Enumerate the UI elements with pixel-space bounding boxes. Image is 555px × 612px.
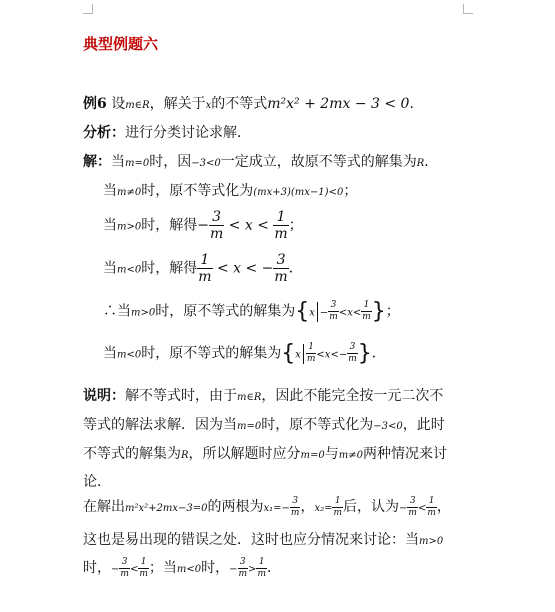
note-text: 等式的解法求解．因为当 xyxy=(83,417,237,433)
fraction-numerator: 3 xyxy=(349,342,356,352)
math-expression: (mx+3)(mx−1)<0 xyxy=(253,187,344,198)
note-text: 两种情况来讨 xyxy=(363,446,447,462)
example-text: ． xyxy=(409,96,424,112)
fraction xyxy=(306,343,317,364)
solution-case-positive xyxy=(103,210,303,241)
example-text: 设 xyxy=(106,96,126,112)
fraction-denominator: m xyxy=(257,568,266,579)
analysis-paragraph xyxy=(83,122,251,142)
para-text: 在解出 xyxy=(83,499,125,515)
note-text: 解不等式时，由于 xyxy=(125,388,237,404)
fraction-denominator: m xyxy=(290,507,300,518)
fraction xyxy=(273,210,288,241)
solution-text: ； xyxy=(288,217,303,234)
fraction-denominator: m xyxy=(139,568,148,579)
math-expression: −3<0 xyxy=(191,158,221,169)
analysis-text: 进行分类讨论求解． xyxy=(125,125,251,141)
math-condition: m>0 xyxy=(117,221,142,233)
math-condition: m∈R xyxy=(237,392,262,403)
solution-text: 当 xyxy=(111,154,125,170)
math-sign: − xyxy=(319,307,329,319)
fraction-denominator: m xyxy=(198,269,212,285)
note-line-1 xyxy=(83,385,443,405)
para-text: ， xyxy=(436,499,451,515)
solution-case-zero xyxy=(83,151,438,171)
fraction-numerator: 1 xyxy=(363,300,370,310)
math-sign: < xyxy=(417,503,427,514)
set-brace-right: } xyxy=(357,341,372,366)
solution-text: 当 xyxy=(103,345,117,362)
set-variable: x xyxy=(309,307,315,319)
solution-text: ． xyxy=(288,260,303,277)
note-line-2 xyxy=(83,414,445,434)
note-text: 时，原不等式化为 xyxy=(261,417,374,433)
example-condition: m∈R xyxy=(125,100,150,111)
math-sign: < xyxy=(129,564,139,575)
solution-text: 时，因 xyxy=(149,154,192,170)
example-text: ，解关于 xyxy=(149,96,206,112)
para-line-1 xyxy=(83,496,451,518)
para-text: ， xyxy=(300,499,315,515)
para-text: 后，认为 xyxy=(343,499,400,515)
fraction-numerator: 1 xyxy=(276,209,286,225)
math-condition: m=0 xyxy=(237,421,262,432)
fraction-denominator: m xyxy=(408,507,417,518)
math-condition: m≠0 xyxy=(338,450,363,461)
fraction-denominator: m xyxy=(427,507,436,518)
fraction-denominator: m xyxy=(348,354,357,364)
solution-set-positive xyxy=(103,299,400,324)
solution-text: 当 xyxy=(103,260,117,277)
math-condition: m<0 xyxy=(176,564,202,575)
para-text: 的两根为 xyxy=(207,499,264,515)
math-condition: m≠0 xyxy=(117,187,142,198)
solution-text: 一定成立，故原不等式的解集为 xyxy=(220,154,417,170)
para-text: 时， xyxy=(201,560,230,576)
fraction-denominator: m xyxy=(329,312,338,322)
fraction-denominator: m xyxy=(306,354,316,364)
para-line-2 xyxy=(83,529,443,549)
fraction xyxy=(347,343,358,364)
fraction-numerator: 1 xyxy=(308,342,315,352)
math-expression: m²x²+2mx−3=0 xyxy=(125,503,208,514)
math-set: R xyxy=(416,158,425,169)
solution-text: ； xyxy=(385,303,400,320)
example-inequality: m²x² + 2mx − 3 < 0 xyxy=(267,96,410,112)
fraction-numerator: 1 xyxy=(258,556,265,567)
fraction xyxy=(209,210,224,241)
note-text: ，因此不能完全按一元二次不 xyxy=(261,388,444,404)
math-condition: m<0 xyxy=(117,264,142,276)
fraction-denominator: m xyxy=(333,507,343,518)
example-variable: x xyxy=(205,100,212,111)
section-title: 典型例题六 xyxy=(83,35,159,53)
para-text: 这也是易出现的错误之处．这时也应分情况来讨论：当 xyxy=(83,532,419,548)
para-text: ；当 xyxy=(148,560,177,576)
fraction xyxy=(361,301,372,322)
solution-case-nonzero xyxy=(103,180,357,200)
note-line-4 xyxy=(83,471,111,491)
example-statement xyxy=(83,93,423,113)
fraction xyxy=(138,558,149,579)
fraction-numerator: 3 xyxy=(292,495,299,506)
fraction xyxy=(290,497,301,518)
math-expression: x₂= xyxy=(314,503,333,514)
math-sign: − xyxy=(111,564,120,575)
fraction-numerator: 3 xyxy=(212,209,222,225)
math-expression: < x < xyxy=(224,217,274,234)
fraction xyxy=(119,558,130,579)
solution-case-negative xyxy=(103,253,303,284)
set-divider xyxy=(317,302,318,322)
fraction xyxy=(197,253,212,284)
fraction xyxy=(273,253,288,284)
fraction xyxy=(426,497,437,518)
math-condition: m>0 xyxy=(419,536,444,547)
math-condition: m<0 xyxy=(117,349,142,361)
math-set: R xyxy=(181,450,189,461)
math-condition: m=0 xyxy=(125,158,150,169)
math-condition: m>0 xyxy=(131,307,156,319)
math-expression: −3<0 xyxy=(373,421,403,432)
fraction xyxy=(407,497,418,518)
fraction-numerator: 3 xyxy=(239,556,246,567)
para-text: 时， xyxy=(83,560,111,576)
fraction xyxy=(332,497,343,518)
math-sign: − xyxy=(197,217,209,234)
para-text: ． xyxy=(266,560,281,576)
fraction-numerator: 1 xyxy=(140,556,147,567)
solution-text: 时，原不等式化为 xyxy=(141,183,254,199)
math-condition: m=0 xyxy=(300,450,325,461)
solution-text: ∴当 xyxy=(103,303,131,320)
set-brace-right: } xyxy=(371,299,386,324)
math-sign: > xyxy=(248,564,257,575)
set-divider xyxy=(303,344,304,364)
note-label: 说明： xyxy=(83,388,125,404)
fraction-denominator: m xyxy=(238,568,248,579)
fraction-denominator: m xyxy=(362,312,371,322)
note-text: 论． xyxy=(83,474,111,490)
solution-text: 时，解得 xyxy=(141,260,198,277)
para-line-3 xyxy=(83,557,281,579)
fraction-numerator: 1 xyxy=(334,495,341,506)
fraction-denominator: m xyxy=(274,269,288,285)
fraction xyxy=(328,301,339,322)
set-variable: x xyxy=(295,349,301,361)
fraction xyxy=(238,558,249,579)
math-sign: − xyxy=(229,564,238,575)
set-brace-left: { xyxy=(281,341,296,366)
set-brace-left: { xyxy=(295,299,310,324)
solution-text: 时，原不等式的解集为 xyxy=(141,345,282,362)
fraction-numerator: 3 xyxy=(330,300,337,310)
solution-text: 时，原不等式的解集为 xyxy=(155,303,296,320)
solution-text: ． xyxy=(424,154,439,170)
math-expression: x₁=− xyxy=(263,503,290,514)
margin-mark-top-right xyxy=(463,4,473,14)
fraction-numerator: 1 xyxy=(200,252,210,268)
math-sign: − xyxy=(399,503,408,514)
math-expression: <x<− xyxy=(316,349,348,361)
solution-text: 当 xyxy=(103,217,117,234)
fraction-numerator: 3 xyxy=(121,556,128,567)
fraction xyxy=(256,558,267,579)
note-text: ，此时 xyxy=(402,417,445,433)
solution-text: 时，解得 xyxy=(141,217,198,234)
fraction-numerator: 1 xyxy=(428,495,435,506)
fraction-denominator: m xyxy=(120,568,129,579)
note-text: ，所以解题时应分 xyxy=(188,446,301,462)
math-expression: < x < − xyxy=(212,260,274,277)
fraction-denominator: m xyxy=(209,226,224,242)
math-expression: <x< xyxy=(338,307,362,319)
solution-label: 解： xyxy=(83,154,111,170)
note-line-3 xyxy=(83,443,447,463)
note-text: 与 xyxy=(324,446,339,462)
note-text: 不等式的解集为 xyxy=(83,446,181,462)
analysis-label: 分析： xyxy=(83,125,125,141)
fraction-numerator: 3 xyxy=(276,252,286,268)
example-text: 的不等式 xyxy=(211,96,268,112)
solution-text: ； xyxy=(343,183,358,199)
solution-set-negative xyxy=(103,341,386,366)
example-label: 例6 xyxy=(83,96,107,112)
fraction-numerator: 3 xyxy=(409,495,416,506)
solution-text: ． xyxy=(371,345,386,362)
fraction-denominator: m xyxy=(274,226,288,242)
solution-text: 当 xyxy=(103,183,117,199)
margin-mark-top-left xyxy=(83,4,93,14)
